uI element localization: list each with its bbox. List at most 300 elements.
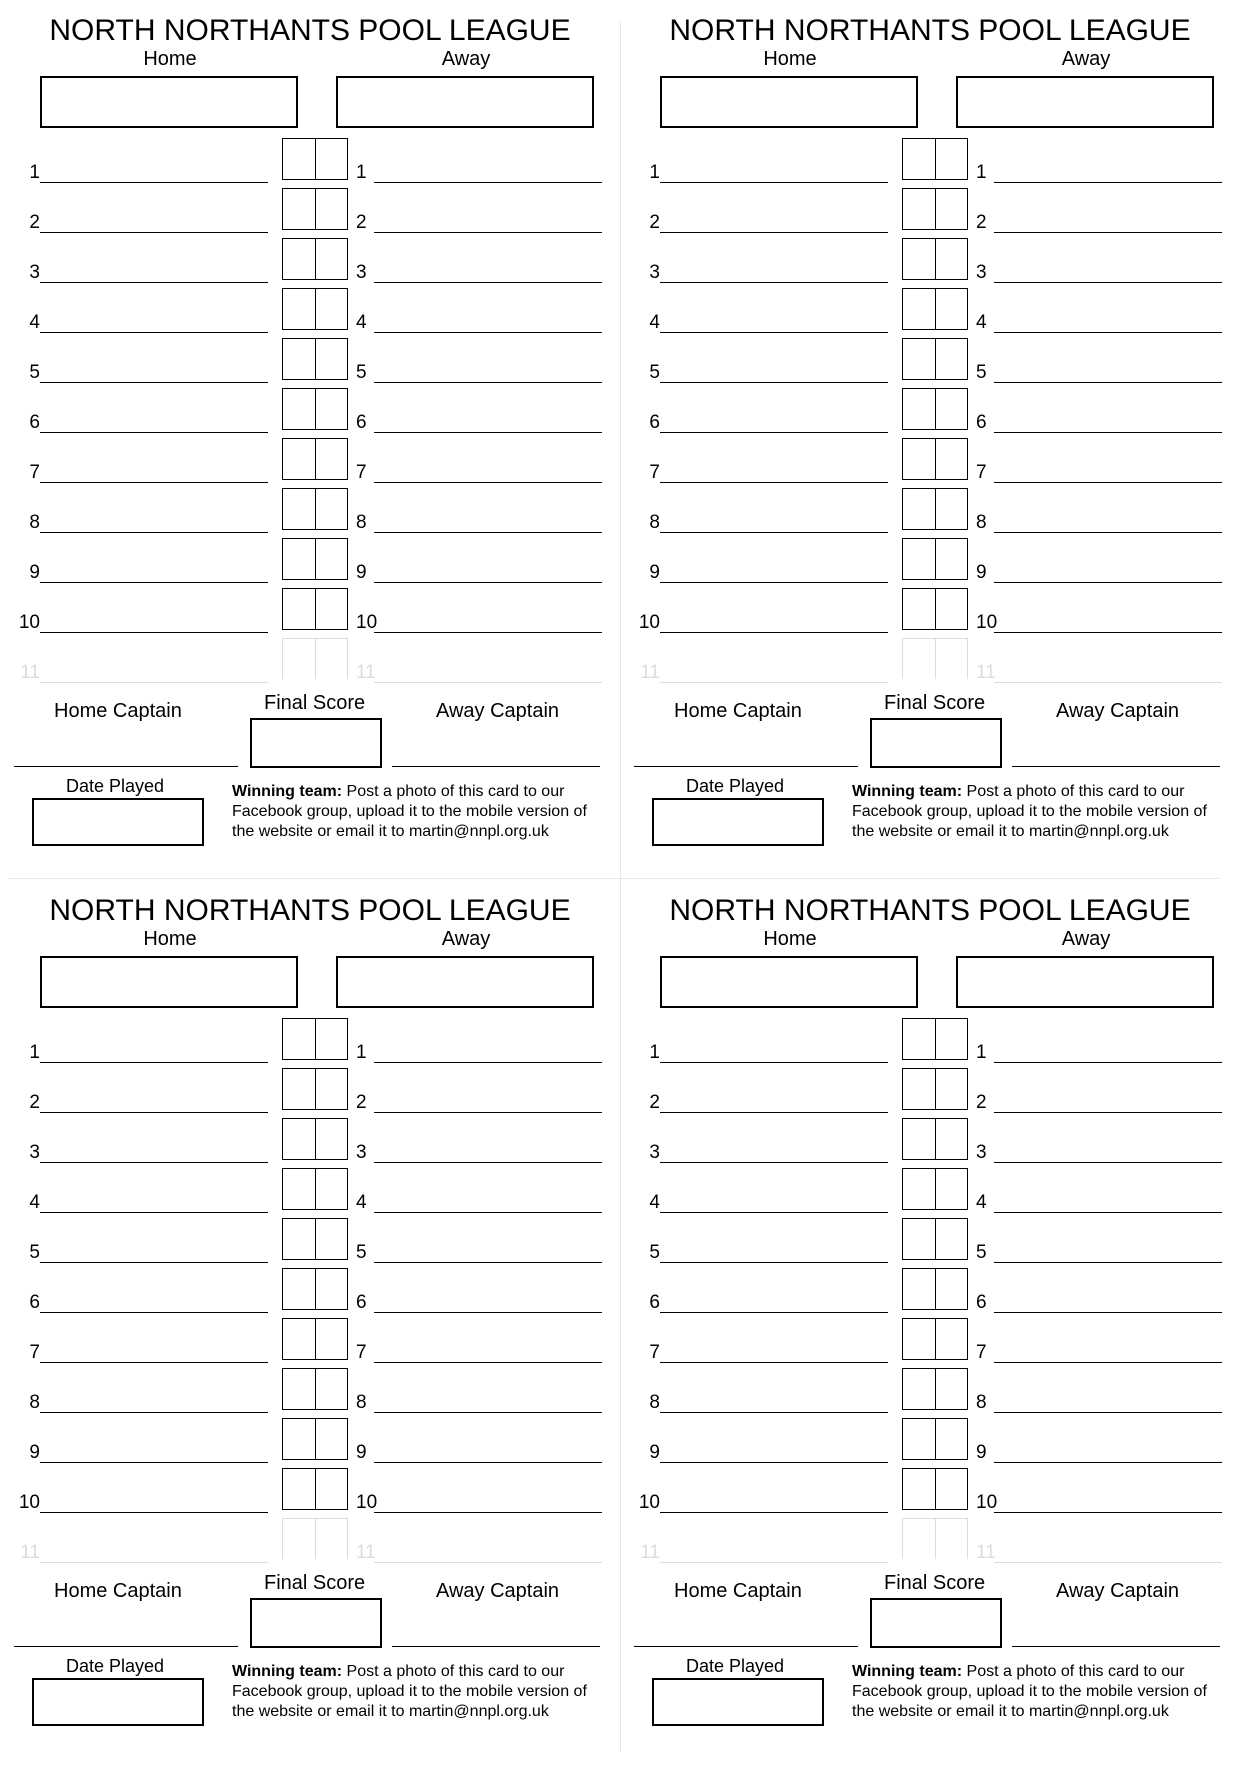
- frame-score-boxes[interactable]: [282, 138, 348, 180]
- card-title: NORTH NORTHANTS POOL LEAGUE: [49, 894, 571, 927]
- away-player-number: 5: [356, 1242, 367, 1263]
- frame-row: [0, 438, 620, 488]
- score-card: [620, 880, 1240, 1768]
- home-player-number: 10: [638, 1492, 660, 1513]
- away-player-line[interactable]: [994, 1212, 1222, 1213]
- frame-row: [620, 138, 1240, 188]
- home-player-line[interactable]: [660, 1312, 888, 1313]
- score-card: [0, 880, 620, 1768]
- frame-score-boxes[interactable]: [902, 1268, 968, 1310]
- frame-score-boxes[interactable]: [282, 1018, 348, 1060]
- home-player-line[interactable]: [40, 382, 268, 383]
- home-player-number: 3: [29, 262, 40, 283]
- home-player-line[interactable]: [660, 1212, 888, 1213]
- frame-score-boxes[interactable]: [282, 1218, 348, 1260]
- date-played-label: Date Played: [686, 776, 785, 796]
- frame-score-boxes[interactable]: [282, 1168, 348, 1210]
- away-player-number: 11: [976, 1542, 996, 1563]
- home-player-number: 4: [29, 312, 40, 333]
- home-player-line[interactable]: [40, 332, 268, 333]
- away-captain-label: Away Captain: [1056, 700, 1180, 722]
- away-player-number: 11: [356, 662, 376, 683]
- date-played-box[interactable]: [652, 1678, 824, 1726]
- home-captain-label: Home Captain: [54, 700, 182, 722]
- final-score-label: Final Score: [884, 1572, 986, 1594]
- final-score-label: Final Score: [264, 1572, 366, 1594]
- home-team-box[interactable]: [660, 956, 918, 1008]
- frame-score-boxes[interactable]: [902, 538, 968, 580]
- frame-score-boxes[interactable]: [282, 238, 348, 280]
- away-player-line[interactable]: [374, 232, 602, 233]
- home-player-line[interactable]: [40, 682, 268, 683]
- home-team-box[interactable]: [660, 76, 918, 128]
- away-player-line[interactable]: [994, 682, 1222, 683]
- frame-score-boxes[interactable]: [282, 638, 348, 679]
- away-player-line[interactable]: [994, 1462, 1222, 1463]
- away-player-line[interactable]: [374, 1262, 602, 1263]
- frame-score-boxes[interactable]: [282, 1518, 348, 1559]
- home-player-line[interactable]: [40, 1212, 268, 1213]
- final-score-box[interactable]: [870, 1598, 1002, 1648]
- away-team-box[interactable]: [336, 76, 594, 128]
- home-player-line[interactable]: [40, 232, 268, 233]
- frame-score-boxes[interactable]: [282, 1368, 348, 1410]
- away-player-number: 3: [356, 1142, 367, 1163]
- frame-row: [620, 1368, 1240, 1418]
- frame-score-boxes[interactable]: [902, 1168, 968, 1210]
- away-player-number: 4: [356, 1192, 367, 1213]
- winning-team-note: [232, 1662, 612, 1722]
- away-player-line[interactable]: [374, 282, 602, 283]
- home-player-line[interactable]: [660, 232, 888, 233]
- frame-score-boxes[interactable]: [902, 438, 968, 480]
- away-player-line[interactable]: [374, 332, 602, 333]
- frame-score-boxes[interactable]: [902, 338, 968, 380]
- home-player-line[interactable]: [40, 1412, 268, 1413]
- away-player-number: 8: [976, 512, 987, 533]
- note-text: Post a photo of this card to our Facebook group, upload it to the mobile version of the website or email it to martin@nnpl.org.uk: [852, 1663, 1207, 1720]
- away-player-line[interactable]: [374, 632, 602, 633]
- frame-row: [620, 1418, 1240, 1468]
- frame-row: [0, 1318, 620, 1368]
- home-player-line[interactable]: [40, 632, 268, 633]
- home-player-line[interactable]: [40, 1312, 268, 1313]
- away-player-line[interactable]: [374, 382, 602, 383]
- frame-score-boxes[interactable]: [902, 638, 968, 679]
- final-score-box[interactable]: [250, 718, 382, 768]
- frame-row: [620, 1068, 1240, 1118]
- frame-row: [0, 1468, 620, 1518]
- away-player-number: 2: [356, 212, 367, 233]
- away-player-number: 10: [976, 1492, 998, 1513]
- home-player-number: 7: [29, 462, 40, 483]
- home-player-number: 7: [29, 1342, 40, 1363]
- home-captain-signature-line[interactable]: [14, 1646, 238, 1647]
- home-player-line[interactable]: [660, 432, 888, 433]
- home-player-number: 2: [29, 212, 40, 233]
- frame-row: [620, 1118, 1240, 1168]
- home-player-number: 1: [649, 162, 660, 183]
- away-player-number: 7: [976, 462, 987, 483]
- card-title: NORTH NORTHANTS POOL LEAGUE: [49, 14, 571, 47]
- frame-row: [0, 1518, 620, 1568]
- home-player-number: 5: [29, 362, 40, 383]
- away-player-line[interactable]: [374, 582, 602, 583]
- away-player-number: 5: [356, 362, 367, 383]
- home-player-line[interactable]: [660, 1412, 888, 1413]
- away-player-line[interactable]: [994, 332, 1222, 333]
- home-player-number: 8: [29, 512, 40, 533]
- frame-score-boxes[interactable]: [902, 138, 968, 180]
- home-player-line[interactable]: [660, 1162, 888, 1163]
- home-player-line[interactable]: [40, 1362, 268, 1363]
- away-player-line[interactable]: [994, 482, 1222, 483]
- home-player-line[interactable]: [660, 182, 888, 183]
- home-player-number: 7: [649, 1342, 660, 1363]
- away-player-number: 1: [356, 1042, 367, 1063]
- frame-row: [0, 1118, 620, 1168]
- away-player-number: 10: [356, 612, 378, 633]
- home-captain-signature-line[interactable]: [634, 766, 858, 767]
- home-player-number: 5: [649, 1242, 660, 1263]
- home-player-number: 10: [638, 612, 660, 633]
- away-player-number: 6: [976, 1292, 987, 1313]
- frame-row: [620, 1218, 1240, 1268]
- away-player-line[interactable]: [994, 382, 1222, 383]
- frame-row: [0, 1268, 620, 1318]
- frame-row: [0, 1168, 620, 1218]
- away-player-line[interactable]: [994, 632, 1222, 633]
- home-player-number: 8: [649, 512, 660, 533]
- home-player-number: 3: [29, 1142, 40, 1163]
- frame-row: [0, 588, 620, 638]
- home-player-line[interactable]: [660, 1062, 888, 1063]
- frame-row: [0, 1368, 620, 1418]
- frame-score-boxes[interactable]: [902, 1368, 968, 1410]
- home-player-number: 11: [20, 662, 40, 683]
- frame-score-boxes[interactable]: [282, 438, 348, 480]
- home-player-line[interactable]: [40, 432, 268, 433]
- home-player-number: 6: [29, 1292, 40, 1313]
- away-player-line[interactable]: [994, 1162, 1222, 1163]
- date-played-label: Date Played: [66, 1656, 165, 1676]
- away-player-line[interactable]: [374, 682, 602, 683]
- away-team-label: Away: [441, 928, 491, 950]
- home-player-number: 6: [649, 1292, 660, 1313]
- frame-score-boxes[interactable]: [282, 1468, 348, 1510]
- frame-row: [620, 288, 1240, 338]
- home-player-line[interactable]: [660, 1462, 888, 1463]
- away-player-number: 11: [976, 662, 996, 683]
- away-player-line[interactable]: [374, 1362, 602, 1363]
- frame-score-boxes[interactable]: [282, 188, 348, 230]
- away-captain-signature-line[interactable]: [1012, 1646, 1220, 1647]
- home-player-number: 7: [649, 462, 660, 483]
- away-player-number: 4: [356, 312, 367, 333]
- away-player-line[interactable]: [994, 1512, 1222, 1513]
- home-captain-label: Home Captain: [674, 700, 802, 722]
- away-team-box[interactable]: [956, 956, 1214, 1008]
- note-text: Post a photo of this card to our Facebook group, upload it to the mobile version of the website or email it to martin@nnpl.org.uk: [232, 783, 587, 840]
- home-player-line[interactable]: [40, 1512, 268, 1513]
- frame-row: [620, 1268, 1240, 1318]
- away-player-line[interactable]: [374, 1062, 602, 1063]
- home-player-line[interactable]: [660, 532, 888, 533]
- frame-row: [620, 1518, 1240, 1568]
- home-player-number: 1: [29, 1042, 40, 1063]
- away-player-line[interactable]: [994, 1312, 1222, 1313]
- away-player-line[interactable]: [374, 1412, 602, 1413]
- away-player-number: 7: [976, 1342, 987, 1363]
- frame-score-boxes[interactable]: [282, 288, 348, 330]
- home-captain-signature-line[interactable]: [14, 766, 238, 767]
- note-text: Post a photo of this card to our Facebook group, upload it to the mobile version of the website or email it to martin@nnpl.org.uk: [232, 1663, 587, 1720]
- home-player-line[interactable]: [660, 1512, 888, 1513]
- home-player-number: 10: [18, 612, 40, 633]
- date-played-label: Date Played: [66, 776, 165, 796]
- away-player-line[interactable]: [994, 582, 1222, 583]
- home-player-line[interactable]: [40, 482, 268, 483]
- frame-score-boxes[interactable]: [282, 338, 348, 380]
- frame-row: [0, 188, 620, 238]
- away-captain-label: Away Captain: [1056, 1580, 1180, 1602]
- frame-row: [620, 488, 1240, 538]
- frame-score-boxes[interactable]: [902, 188, 968, 230]
- frame-row: [620, 1468, 1240, 1518]
- home-player-line[interactable]: [40, 1262, 268, 1263]
- away-player-line[interactable]: [374, 1562, 602, 1563]
- frame-row: [620, 338, 1240, 388]
- frame-row: [620, 388, 1240, 438]
- away-player-number: 8: [356, 512, 367, 533]
- home-player-line[interactable]: [40, 532, 268, 533]
- home-team-label: Home: [143, 928, 197, 950]
- home-player-line[interactable]: [660, 682, 888, 683]
- home-player-number: 1: [649, 1042, 660, 1063]
- away-player-line[interactable]: [374, 1162, 602, 1163]
- frame-row: [620, 588, 1240, 638]
- frame-row: [620, 438, 1240, 488]
- away-player-number: 11: [356, 1542, 376, 1563]
- frame-row: [0, 538, 620, 588]
- frame-score-boxes[interactable]: [282, 1318, 348, 1360]
- away-player-line[interactable]: [994, 282, 1222, 283]
- away-player-number: 10: [976, 612, 998, 633]
- away-player-line[interactable]: [374, 1112, 602, 1113]
- frame-row: [0, 638, 620, 688]
- away-player-number: 4: [976, 1192, 987, 1213]
- frame-score-boxes[interactable]: [902, 488, 968, 530]
- date-played-label: Date Played: [686, 1656, 785, 1676]
- frame-row: [0, 338, 620, 388]
- home-player-line[interactable]: [660, 332, 888, 333]
- winning-team-note: [232, 782, 612, 842]
- home-captain-signature-line[interactable]: [634, 1646, 858, 1647]
- home-team-box[interactable]: [40, 956, 298, 1008]
- frame-row: [620, 238, 1240, 288]
- home-team-label: Home: [763, 48, 817, 70]
- away-player-line[interactable]: [994, 1412, 1222, 1413]
- frame-score-boxes[interactable]: [282, 588, 348, 630]
- final-score-box[interactable]: [870, 718, 1002, 768]
- frame-score-boxes[interactable]: [902, 1318, 968, 1360]
- away-team-box[interactable]: [956, 76, 1214, 128]
- frame-row: [620, 188, 1240, 238]
- frame-row: [0, 1018, 620, 1068]
- away-player-line[interactable]: [994, 182, 1222, 183]
- away-player-number: 7: [356, 1342, 367, 1363]
- away-player-number: 9: [976, 1442, 987, 1463]
- frame-row: [0, 488, 620, 538]
- home-player-line[interactable]: [40, 1062, 268, 1063]
- note-bold: Winning team:: [232, 783, 343, 800]
- frame-score-boxes[interactable]: [282, 1068, 348, 1110]
- frame-score-boxes[interactable]: [282, 1268, 348, 1310]
- frame-score-boxes[interactable]: [902, 1518, 968, 1559]
- frame-row: [0, 238, 620, 288]
- home-player-line[interactable]: [40, 1462, 268, 1463]
- frame-score-boxes[interactable]: [282, 388, 348, 430]
- home-player-number: 2: [29, 1092, 40, 1113]
- away-captain-signature-line[interactable]: [392, 766, 600, 767]
- away-player-number: 10: [356, 1492, 378, 1513]
- frame-row: [620, 1168, 1240, 1218]
- home-player-line[interactable]: [40, 582, 268, 583]
- away-player-line[interactable]: [374, 1312, 602, 1313]
- home-player-line[interactable]: [660, 1362, 888, 1363]
- home-player-number: 8: [29, 1392, 40, 1413]
- away-player-line[interactable]: [994, 432, 1222, 433]
- home-player-line[interactable]: [660, 1262, 888, 1263]
- home-player-number: 10: [18, 1492, 40, 1513]
- frame-row: [620, 1318, 1240, 1368]
- away-player-number: 5: [976, 1242, 987, 1263]
- frame-score-boxes[interactable]: [902, 1118, 968, 1160]
- frame-score-boxes[interactable]: [282, 1418, 348, 1460]
- frame-row: [0, 138, 620, 188]
- frame-score-boxes[interactable]: [902, 288, 968, 330]
- home-player-line[interactable]: [660, 382, 888, 383]
- away-player-line[interactable]: [374, 432, 602, 433]
- home-player-line[interactable]: [40, 1112, 268, 1113]
- away-player-number: 8: [356, 1392, 367, 1413]
- away-player-line[interactable]: [374, 1512, 602, 1513]
- away-captain-signature-line[interactable]: [1012, 766, 1220, 767]
- home-player-number: 3: [649, 1142, 660, 1163]
- note-text: Post a photo of this card to our Facebook group, upload it to the mobile version of the website or email it to martin@nnpl.org.uk: [852, 783, 1207, 840]
- home-player-line[interactable]: [660, 632, 888, 633]
- home-player-line[interactable]: [40, 282, 268, 283]
- frame-score-boxes[interactable]: [902, 588, 968, 630]
- away-player-line[interactable]: [374, 532, 602, 533]
- date-played-box[interactable]: [652, 798, 824, 846]
- home-team-box[interactable]: [40, 76, 298, 128]
- home-team-label: Home: [143, 48, 197, 70]
- home-player-line[interactable]: [660, 1112, 888, 1113]
- frame-row: [620, 538, 1240, 588]
- frame-score-boxes[interactable]: [902, 238, 968, 280]
- frame-score-boxes[interactable]: [902, 1468, 968, 1510]
- frame-row: [0, 1068, 620, 1118]
- date-played-box[interactable]: [32, 1678, 204, 1726]
- frame-row: [0, 1218, 620, 1268]
- away-team-label: Away: [1061, 48, 1111, 70]
- frame-score-boxes[interactable]: [902, 1218, 968, 1260]
- frame-score-boxes[interactable]: [902, 1068, 968, 1110]
- final-score-label: Final Score: [264, 692, 366, 714]
- frame-score-boxes[interactable]: [902, 1418, 968, 1460]
- winning-team-note: [852, 1662, 1232, 1722]
- card-title: NORTH NORTHANTS POOL LEAGUE: [669, 14, 1191, 47]
- away-player-number: 9: [976, 562, 987, 583]
- away-team-label: Away: [441, 48, 491, 70]
- home-player-number: 2: [649, 1092, 660, 1113]
- home-player-number: 11: [640, 1542, 660, 1563]
- note-bold: Winning team:: [852, 783, 963, 800]
- away-player-number: 6: [356, 1292, 367, 1313]
- away-player-number: 9: [356, 562, 367, 583]
- home-player-line[interactable]: [660, 482, 888, 483]
- home-player-line[interactable]: [660, 1562, 888, 1563]
- away-player-line[interactable]: [994, 1562, 1222, 1563]
- home-player-number: 4: [29, 1192, 40, 1213]
- home-captain-label: Home Captain: [54, 1580, 182, 1602]
- final-score-label: Final Score: [884, 692, 986, 714]
- away-player-number: 3: [976, 1142, 987, 1163]
- away-team-box[interactable]: [336, 956, 594, 1008]
- away-player-line[interactable]: [994, 1112, 1222, 1113]
- away-player-number: 9: [356, 1442, 367, 1463]
- away-captain-label: Away Captain: [436, 700, 560, 722]
- score-card: [0, 0, 620, 888]
- home-player-line[interactable]: [660, 582, 888, 583]
- frame-score-boxes[interactable]: [282, 488, 348, 530]
- away-captain-signature-line[interactable]: [392, 1646, 600, 1647]
- away-player-number: 8: [976, 1392, 987, 1413]
- date-played-box[interactable]: [32, 798, 204, 846]
- away-player-line[interactable]: [374, 1462, 602, 1463]
- away-player-number: 3: [976, 262, 987, 283]
- home-player-line[interactable]: [40, 1562, 268, 1563]
- frame-score-boxes[interactable]: [902, 388, 968, 430]
- away-player-line[interactable]: [374, 1212, 602, 1213]
- away-captain-label: Away Captain: [436, 1580, 560, 1602]
- away-player-line[interactable]: [994, 232, 1222, 233]
- frame-row: [620, 1018, 1240, 1068]
- final-score-box[interactable]: [250, 1598, 382, 1648]
- away-player-line[interactable]: [994, 1262, 1222, 1263]
- frame-row: [0, 288, 620, 338]
- home-player-line[interactable]: [40, 182, 268, 183]
- frame-score-boxes[interactable]: [902, 1018, 968, 1060]
- away-player-line[interactable]: [374, 182, 602, 183]
- frame-score-boxes[interactable]: [282, 538, 348, 580]
- home-player-line[interactable]: [40, 1162, 268, 1163]
- away-player-line[interactable]: [374, 482, 602, 483]
- home-player-number: 6: [649, 412, 660, 433]
- frame-score-boxes[interactable]: [282, 1118, 348, 1160]
- away-player-number: 1: [356, 162, 367, 183]
- away-player-line[interactable]: [994, 1362, 1222, 1363]
- score-card: [620, 0, 1240, 888]
- home-player-line[interactable]: [660, 282, 888, 283]
- away-team-label: Away: [1061, 928, 1111, 950]
- home-player-number: 5: [29, 1242, 40, 1263]
- away-player-line[interactable]: [994, 532, 1222, 533]
- card-title: NORTH NORTHANTS POOL LEAGUE: [669, 894, 1191, 927]
- away-player-line[interactable]: [994, 1062, 1222, 1063]
- frame-row: [0, 1418, 620, 1468]
